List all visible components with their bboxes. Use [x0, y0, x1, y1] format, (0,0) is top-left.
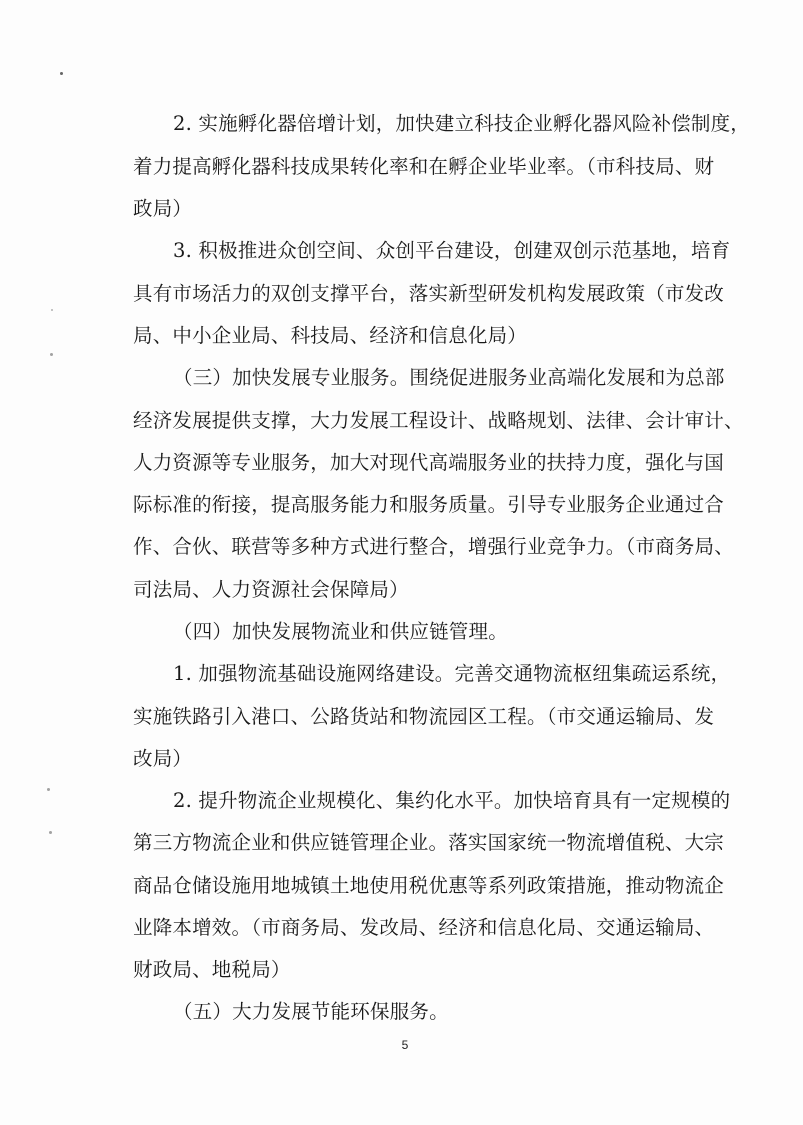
paragraph-1-line-2: 着力提高孵化器科技成果转化率和在孵企业毕业率。（市科技局、财 [133, 155, 715, 178]
scan-speck [50, 353, 53, 356]
scan-speck [51, 309, 53, 311]
paragraph-6-line-1: 2. 提升物流企业规模化、集约化水平。加快培育具有一定规模的 [173, 789, 731, 812]
paragraph-3-line-1: （三）加快发展专业服务。围绕促进服务业高端化发展和为总部 [173, 366, 725, 389]
paragraph-2-line-3: 局、中小企业局、科技局、经济和信息化局） [133, 324, 528, 347]
paragraph-6-line-4: 业降本增效。（市商务局、发改局、经济和信息化局、交通运输局、 [133, 916, 715, 939]
paragraph-6-line-3: 商品仓储设施用地城镇土地使用税优惠等系列政策措施，推动物流企 [133, 874, 725, 897]
paragraph-5-line-3: 改局） [133, 747, 193, 770]
section-heading-four: （四）加快发展物流业和供应链管理。 [173, 620, 508, 643]
paragraph-3-line-3: 人力资源等专业服务，加大对现代高端服务业的扶持力度，强化与国 [133, 451, 725, 474]
paragraph-3-line-6: 司法局、人力资源社会保障局） [133, 578, 409, 601]
paragraph-6-line-5: 财政局、地税局） [133, 958, 291, 981]
section-heading-five: （五）大力发展节能环保服务。 [173, 1000, 449, 1023]
paragraph-2-line-2: 具有市场活力的双创支撑平台，落实新型研发机构发展政策（市发改 [133, 282, 725, 305]
paragraph-1-line-1: 2. 实施孵化器倍增计划，加快建立科技企业孵化器风险补偿制度， [173, 112, 751, 135]
paragraph-3-line-4: 际标准的衔接，提高服务能力和服务质量。引导专业服务企业通过合 [133, 493, 725, 516]
page-number: 5 [401, 1038, 409, 1052]
paragraph-2-line-1: 3. 积极推进众创空间、众创平台建设，创建双创示范基地，培育 [173, 239, 731, 262]
paragraph-5-line-2: 实施铁路引入港口、公路货站和物流园区工程。（市交通运输局、发 [133, 705, 715, 728]
paragraph-3-line-2: 经济发展提供支撑，大力发展工程设计、战略规划、法律、会计审计、 [133, 409, 744, 432]
scan-speck [60, 72, 63, 75]
scan-speck [49, 831, 52, 834]
scan-speck [47, 788, 50, 791]
paragraph-5-line-1: 1. 加强物流基础设施网络建设。完善交通物流枢纽集疏运系统， [173, 662, 731, 685]
paragraph-1-line-3: 政局） [133, 197, 193, 220]
paragraph-6-line-2: 第三方物流企业和供应链管理企业。落实国家统一物流增值税、大宗 [133, 831, 725, 854]
paragraph-3-line-5: 作、合伙、联营等多种方式进行整合，增强行业竞争力。（市商务局、 [133, 535, 734, 558]
